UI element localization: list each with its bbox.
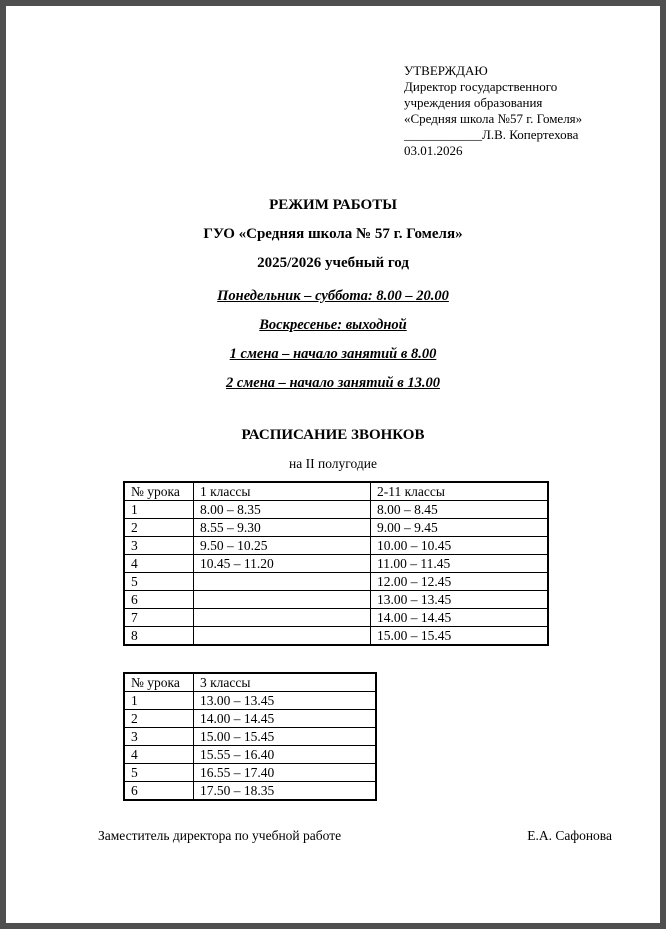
- bells-schedule-title: РАСПИСАНИЕ ЗВОНКОВ: [241, 427, 425, 443]
- approval-block: [404, 63, 634, 159]
- schedule-line: [6, 317, 660, 333]
- table-row: [124, 710, 376, 728]
- approval-line: УТВЕРЖДАЮ: [404, 63, 488, 78]
- time-cell: 8.00 – 8.45: [371, 501, 549, 519]
- time-cell: 10.45 – 11.20: [194, 555, 371, 573]
- column-header: № урока: [124, 673, 194, 692]
- lesson-number: 4: [124, 746, 194, 764]
- lesson-number: 3: [124, 537, 194, 555]
- schedule-line-text: Воскресенье: выходной: [259, 317, 407, 333]
- lesson-number: 2: [124, 519, 194, 537]
- time-cell: 15.00 – 15.45: [194, 728, 377, 746]
- table-row: [124, 627, 548, 646]
- time-cell: 14.00 – 14.45: [371, 609, 549, 627]
- bells-schedule-subtitle: на II полугодие: [289, 456, 377, 471]
- table-row: [124, 728, 376, 746]
- table-row: [124, 782, 376, 801]
- time-cell: 8.55 – 9.30: [194, 519, 371, 537]
- time-cell: 17.50 – 18.35: [194, 782, 377, 801]
- signature-footer: [6, 828, 660, 844]
- signer-name: Е.А. Сафонова: [527, 828, 612, 843]
- schedule-line-text: Понедельник – суббота: 8.00 – 20.00: [217, 288, 449, 304]
- school-name: ГУО «Средняя школа № 57 г. Гомеля»: [203, 226, 463, 242]
- time-cell: 10.00 – 10.45: [371, 537, 549, 555]
- column-header: 2-11 классы: [371, 482, 549, 501]
- table-row: [124, 537, 548, 555]
- lesson-number: 1: [124, 692, 194, 710]
- lesson-number: 4: [124, 555, 194, 573]
- time-cell: 12.00 – 12.45: [371, 573, 549, 591]
- table-row: [124, 573, 548, 591]
- time-cell: 9.00 – 9.45: [371, 519, 549, 537]
- time-cell: [194, 573, 371, 591]
- table-row: [124, 555, 548, 573]
- lesson-number: 1: [124, 501, 194, 519]
- bells-table-grade-3: [123, 672, 377, 801]
- table-header-row: [124, 673, 376, 692]
- time-cell: 15.00 – 15.45: [371, 627, 549, 646]
- signer-title: Заместитель директора по учебной работе: [98, 828, 342, 843]
- table-row: [124, 609, 548, 627]
- table-row: [124, 764, 376, 782]
- lesson-number: 8: [124, 627, 194, 646]
- column-header: 1 классы: [194, 482, 371, 501]
- table-row: [124, 746, 376, 764]
- bells-table-grades-1-11: [123, 481, 549, 646]
- schedule-line: [6, 375, 660, 391]
- approval-line: Директор государственного: [404, 79, 558, 94]
- lesson-number: 6: [124, 591, 194, 609]
- schedule-line: [6, 288, 660, 304]
- lesson-number: 2: [124, 710, 194, 728]
- table-row: [124, 519, 548, 537]
- approval-signature-line: ____________Л.В. Копертехова: [404, 127, 579, 142]
- column-header: № урока: [124, 482, 194, 501]
- time-cell: 13.00 – 13.45: [194, 692, 377, 710]
- table-row: [124, 591, 548, 609]
- schedule-line-text: 2 смена – начало занятий в 13.00: [226, 375, 440, 391]
- schedule-line: [6, 346, 660, 362]
- time-cell: 8.00 – 8.35: [194, 501, 371, 519]
- lesson-number: 7: [124, 609, 194, 627]
- table-header-row: [124, 482, 548, 501]
- approval-line: «Средняя школа №57 г. Гомеля»: [404, 111, 583, 126]
- time-cell: [194, 627, 371, 646]
- lesson-number: 5: [124, 573, 194, 591]
- schedule-line-text: 1 смена – начало занятий в 8.00: [229, 346, 437, 362]
- lesson-number: 3: [124, 728, 194, 746]
- time-cell: 16.55 – 17.40: [194, 764, 377, 782]
- page-title: РЕЖИМ РАБОТЫ: [269, 197, 397, 213]
- column-header: 3 классы: [194, 673, 377, 692]
- lesson-number: 5: [124, 764, 194, 782]
- time-cell: [194, 609, 371, 627]
- lesson-number: 6: [124, 782, 194, 801]
- time-cell: [194, 591, 371, 609]
- time-cell: 13.00 – 13.45: [371, 591, 549, 609]
- time-cell: 15.55 – 16.40: [194, 746, 377, 764]
- table-row: [124, 501, 548, 519]
- approval-date: 03.01.2026: [404, 143, 463, 158]
- time-cell: 11.00 – 11.45: [371, 555, 549, 573]
- time-cell: 14.00 – 14.45: [194, 710, 377, 728]
- approval-line: учреждения образования: [404, 95, 543, 110]
- table-row: [124, 692, 376, 710]
- school-year: 2025/2026 учебный год: [257, 255, 409, 271]
- time-cell: 9.50 – 10.25: [194, 537, 371, 555]
